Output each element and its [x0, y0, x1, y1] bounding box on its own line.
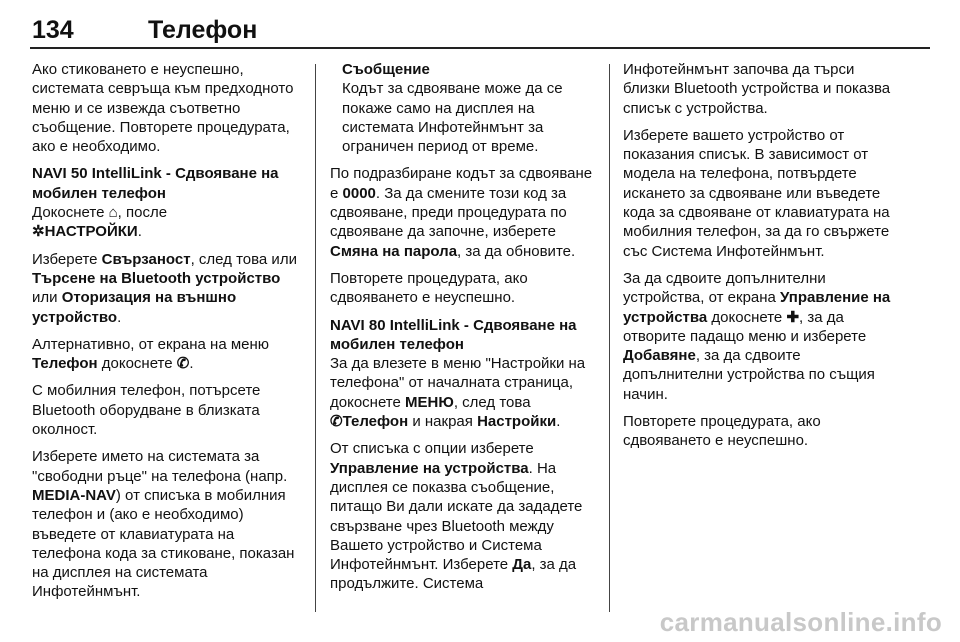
menu-label: MEDIA-NAV	[32, 486, 116, 504]
paragraph: Инфотейнмънт започва да търси близки Bluetooth устройства и показва списък с устройства.	[623, 61, 891, 117]
paragraph: Ако стиковането е неуспешно, системата севръща към предходното меню и се извежда съответно съобщение. Повторете процедурата, ако е необходимо.	[32, 61, 294, 156]
text: , за да сдвоите допълнителни устройства по същия начин.	[623, 347, 875, 403]
menu-label: Добавяне	[623, 347, 696, 365]
paragraph	[623, 269, 893, 404]
menu-label: Телефон	[342, 413, 409, 431]
paragraph: С мобилния телефон, потърсете Bluetooth оборудване в близката околност.	[32, 382, 261, 439]
page-header	[30, 10, 930, 50]
menu-label: Оторизация на външно устройство	[32, 289, 237, 326]
text: По подразбиране кодът за сдвояване е	[330, 165, 593, 202]
text: , после	[117, 204, 168, 222]
paragraph: Изберете вашето устройство от показания списък. В зависимост от модела на телефона, потвърдете искането за сдвояване или въведете кода за сдвояване от клавиатурата на мобилния телефон, за да го свържете със Система Инфотейнмънт.	[623, 126, 890, 260]
menu-label: Управление на устройства	[623, 289, 891, 326]
section-heading: NAVI 80 IntelliLink - Сдвояване на мобилен телефон	[330, 316, 577, 353]
text: . На дисплея се показва съобщение, питащо Ви дали искате да зададете свързване чрез Bluetooth между Вашето устройство и Система Инфотейнмънт. Изберете	[330, 459, 583, 574]
menu-label: Смяна на парола	[330, 242, 458, 260]
column-1	[32, 60, 300, 610]
text: За да влезете в меню "Настройки на телефона" от началната страница, докоснете	[330, 355, 586, 411]
column-divider	[609, 64, 610, 612]
column-3	[623, 60, 893, 459]
page-number: 134	[32, 16, 74, 44]
text: От списъка с опции изберете	[330, 440, 534, 458]
text: Докоснете	[32, 204, 109, 222]
menu-label: Телефон	[32, 355, 98, 373]
text: , след това или	[190, 250, 297, 268]
paragraph	[32, 447, 300, 601]
note-text: Кодът за сдвояване може да се покаже само на дисплея на системата Инфотейнмънт за ограничен период от време.	[342, 80, 563, 156]
text: .	[137, 223, 142, 241]
text: За да сдвоите допълнителни устройства, от екрана	[623, 269, 826, 307]
paragraph	[32, 250, 300, 327]
menu-label: Свързаност	[101, 250, 191, 268]
text: .	[556, 413, 561, 431]
gear-icon: ✲	[32, 223, 45, 241]
text: . За да смените този код за сдвояване, преди процедурата по сдвояване да започне, изберете	[330, 184, 567, 241]
note-box	[330, 60, 602, 156]
watermark: carmanualsonline.info	[659, 607, 942, 637]
text: докоснете	[707, 308, 787, 326]
menu-label: Да	[512, 556, 532, 574]
text: Изберете	[32, 250, 102, 268]
menu-label: Управление на устройства	[330, 459, 529, 477]
phone-icon: ✆	[176, 355, 190, 373]
paragraph	[32, 335, 300, 374]
phone-icon: ✆	[330, 413, 343, 431]
paragraph: Повторете процедурата, ако сдвояването е неуспешно.	[330, 269, 528, 307]
text: Алтернативно, от екрана на меню	[32, 335, 270, 353]
menu-label: МЕНЮ	[405, 393, 454, 411]
home-icon: ⌂	[108, 204, 118, 222]
text: и накрая	[408, 413, 478, 431]
section-heading: NAVI 50 IntelliLink - Сдвояване на мобилен телефон	[32, 165, 279, 202]
menu-label: Търсене на Bluetooth устройство	[32, 269, 281, 287]
column-divider	[315, 64, 316, 612]
paragraph	[330, 354, 602, 431]
paragraph: Повторете процедурата, ако сдвояването е неуспешно.	[623, 413, 821, 450]
note-title: Съобщение	[342, 61, 430, 78]
paragraph	[32, 203, 300, 242]
text: ) от списъка в мобилния телефон и (ако е необходимо) въведете от клавиатурата на телефона кода за стиковане, показан на дисплея на системата Инфотейнмънт.	[32, 486, 295, 601]
header-rule	[30, 47, 930, 49]
code-value: 0000	[342, 184, 376, 202]
text: Изберете името на системата за "свободни ръце" на телефона (напр.	[32, 448, 288, 485]
text: , за да продължите. Система	[330, 556, 577, 593]
text: .	[117, 308, 122, 326]
page-title: Телефон	[148, 16, 258, 44]
menu-label: НАСТРОЙКИ	[44, 223, 138, 241]
paragraph	[330, 164, 602, 260]
plus-icon: ✚	[786, 308, 800, 326]
text: докоснете	[97, 355, 177, 373]
text: , за да отворите падащо меню и изберете	[623, 308, 867, 345]
text: .	[189, 355, 194, 373]
text: или	[32, 289, 62, 307]
text: , за да обновите.	[457, 242, 576, 260]
menu-label: Настройки	[477, 413, 557, 431]
column-2	[330, 60, 602, 602]
paragraph	[330, 439, 602, 593]
text: , след това	[453, 393, 531, 411]
